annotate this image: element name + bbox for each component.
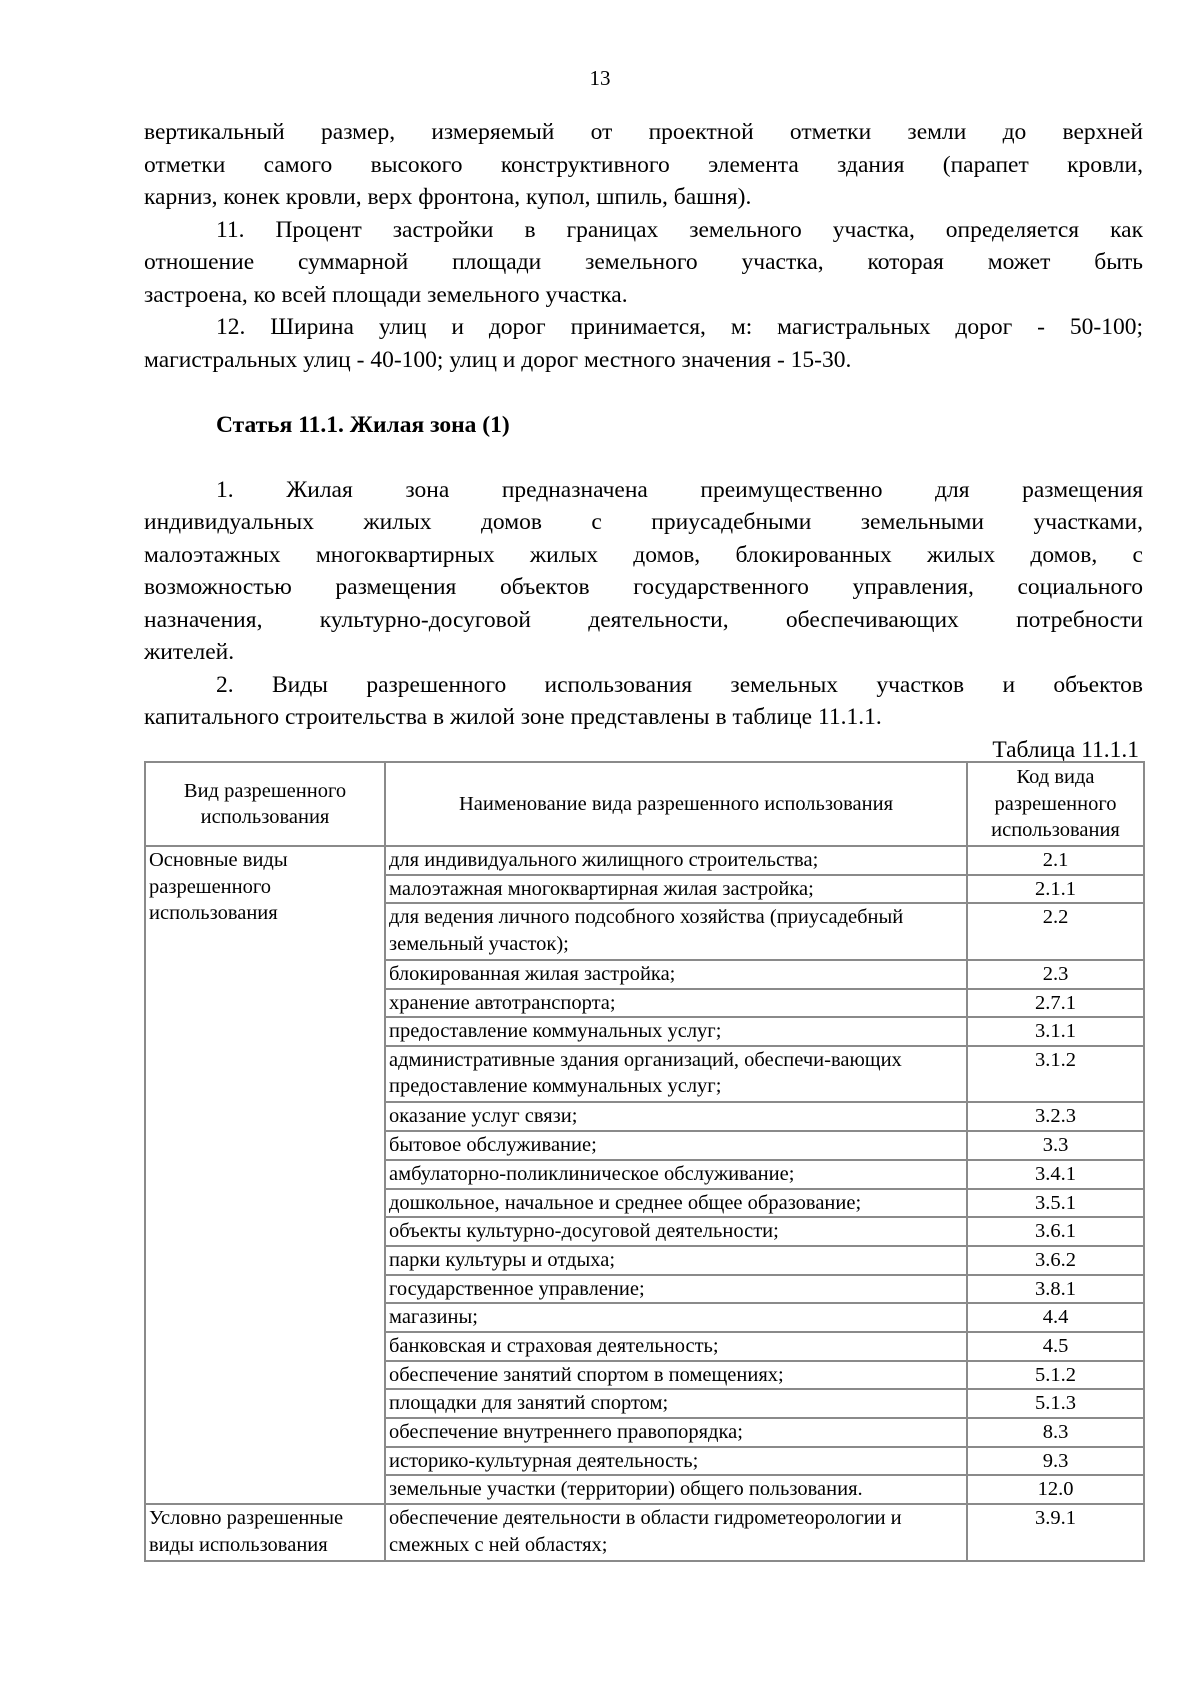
use-name-cell: объекты культурно-досуговой деятельности;	[385, 1217, 967, 1246]
use-code-cell: 3.1.2	[967, 1046, 1144, 1103]
use-code-cell: 3.4.1	[967, 1160, 1144, 1189]
header-use-name: Наименование вида разрешенного использования	[385, 762, 967, 846]
use-name-cell: административные здания организаций, обеспечи-вающих предоставление коммунальных услуг;	[385, 1046, 967, 1103]
paragraph-line: малоэтажных многоквартирных жилых домов, блокированных жилых домов, с	[144, 541, 1143, 568]
use-code-cell: 2.2	[967, 903, 1144, 960]
use-name-cell: историко-культурная деятельность;	[385, 1447, 967, 1476]
use-code-cell: 3.5.1	[967, 1189, 1144, 1218]
paragraph-line: 12. Ширина улиц и дорог принимается, м: магистральных дорог - 50-100;	[216, 314, 1143, 340]
paragraph-line: индивидуальных жилых домов с приусадебными земельными участками,	[144, 509, 1143, 535]
paragraph-line: карниз, конек кровли, верх фронтона, купол, шпиль, башня).	[144, 184, 752, 210]
header-use-type: Вид разрешенного использования	[145, 762, 385, 846]
paragraph-line: 11. Процент застройки в границах земельного участка, определяется как	[216, 216, 1143, 243]
use-code-cell: 2.1.1	[967, 875, 1144, 904]
paragraph-line: жителей.	[144, 639, 235, 665]
use-name-cell: малоэтажная многоквартирная жилая застройка;	[385, 875, 967, 904]
use-category-cell: Основные виды разрешенного использования	[145, 846, 385, 1504]
paragraph-line: возможностью размещения объектов государственного управления, социального	[144, 574, 1143, 600]
paragraph-line: 2. Виды разрешенного использования земельных участков и объектов	[216, 671, 1143, 698]
paragraph-line: отношение суммарной площади земельного участка, которая может быть	[144, 249, 1143, 275]
use-name-cell: парки культуры и отдыха;	[385, 1246, 967, 1275]
table-row	[145, 846, 1144, 875]
use-code-cell: 3.6.1	[967, 1217, 1144, 1246]
use-name-cell: предоставление коммунальных услуг;	[385, 1017, 967, 1046]
use-name-cell: дошкольное, начальное и среднее общее образование;	[385, 1189, 967, 1218]
land-use-table	[144, 761, 1145, 1562]
use-name-cell: хранение автотранспорта;	[385, 989, 967, 1018]
use-name-cell: амбулаторно-поликлиническое обслуживание;	[385, 1160, 967, 1189]
use-code-cell: 3.1.1	[967, 1017, 1144, 1046]
use-name-cell: магазины;	[385, 1303, 967, 1332]
use-code-cell: 3.3	[967, 1131, 1144, 1160]
use-name-cell: для индивидуального жилищного строительства;	[385, 846, 967, 875]
use-code-cell: 8.3	[967, 1418, 1144, 1447]
article-heading: Статья 11.1. Жилая зона (1)	[216, 411, 510, 438]
use-name-cell: обеспечение занятий спортом в помещениях;	[385, 1361, 967, 1390]
table-header-row	[145, 762, 1144, 846]
use-name-cell: обеспечение внутреннего правопорядка;	[385, 1418, 967, 1447]
use-code-cell: 3.2.3	[967, 1102, 1144, 1131]
use-code-cell: 3.8.1	[967, 1275, 1144, 1304]
use-code-cell: 5.1.2	[967, 1361, 1144, 1390]
use-code-cell: 12.0	[967, 1475, 1144, 1504]
paragraph-line: 1. Жилая зона предназначена преимущественно для размещения	[216, 476, 1143, 503]
paragraph-line: застроена, ко всей площади земельного участка.	[144, 281, 628, 308]
use-name-cell: площадки для занятий спортом;	[385, 1389, 967, 1418]
page-number: 13	[589, 66, 611, 90]
table-row	[145, 1504, 1144, 1561]
use-code-cell: 3.6.2	[967, 1246, 1144, 1275]
use-code-cell: 9.3	[967, 1447, 1144, 1476]
use-name-cell: банковская и страховая деятельность;	[385, 1332, 967, 1361]
use-code-cell: 4.4	[967, 1303, 1144, 1332]
use-code-cell: 2.1	[967, 846, 1144, 875]
use-code-cell: 5.1.3	[967, 1389, 1144, 1418]
use-code-cell: 4.5	[967, 1332, 1144, 1361]
use-name-cell: оказание услуг связи;	[385, 1102, 967, 1131]
use-code-cell: 2.3	[967, 960, 1144, 989]
use-name-cell: земельные участки (территории) общего пользования.	[385, 1475, 967, 1504]
use-name-cell: обеспечение деятельности в области гидрометеорологии и смежных с ней областях;	[385, 1504, 967, 1561]
document-body	[144, 116, 1143, 766]
paragraph-line: капитального строительства в жилой зоне представлены в таблице 11.1.1.	[144, 704, 882, 730]
header-use-code: Код вида разрешенного использования	[967, 762, 1144, 846]
paragraph-line: магистральных улиц - 40-100; улиц и дорог местного значения - 15-30.	[144, 346, 852, 373]
table-caption: Таблица 11.1.1	[992, 736, 1139, 763]
use-code-cell: 3.9.1	[967, 1504, 1144, 1561]
use-name-cell: государственное управление;	[385, 1275, 967, 1304]
use-category-cell: Условно разрешенные виды использования	[145, 1504, 385, 1561]
paragraph-line: отметки самого высокого конструктивного элемента здания (парапет кровли,	[144, 151, 1143, 178]
paragraph-line: вертикальный размер, измеряемый от проектной отметки земли до верхней	[144, 119, 1143, 145]
use-name-cell: для ведения личного подсобного хозяйства (приусадебный земельный участок);	[385, 903, 967, 960]
use-code-cell: 2.7.1	[967, 989, 1144, 1018]
paragraph-line: назначения, культурно-досуговой деятельности, обеспечивающих потребности	[144, 606, 1143, 633]
use-name-cell: блокированная жилая застройка;	[385, 960, 967, 989]
use-name-cell: бытовое обслуживание;	[385, 1131, 967, 1160]
